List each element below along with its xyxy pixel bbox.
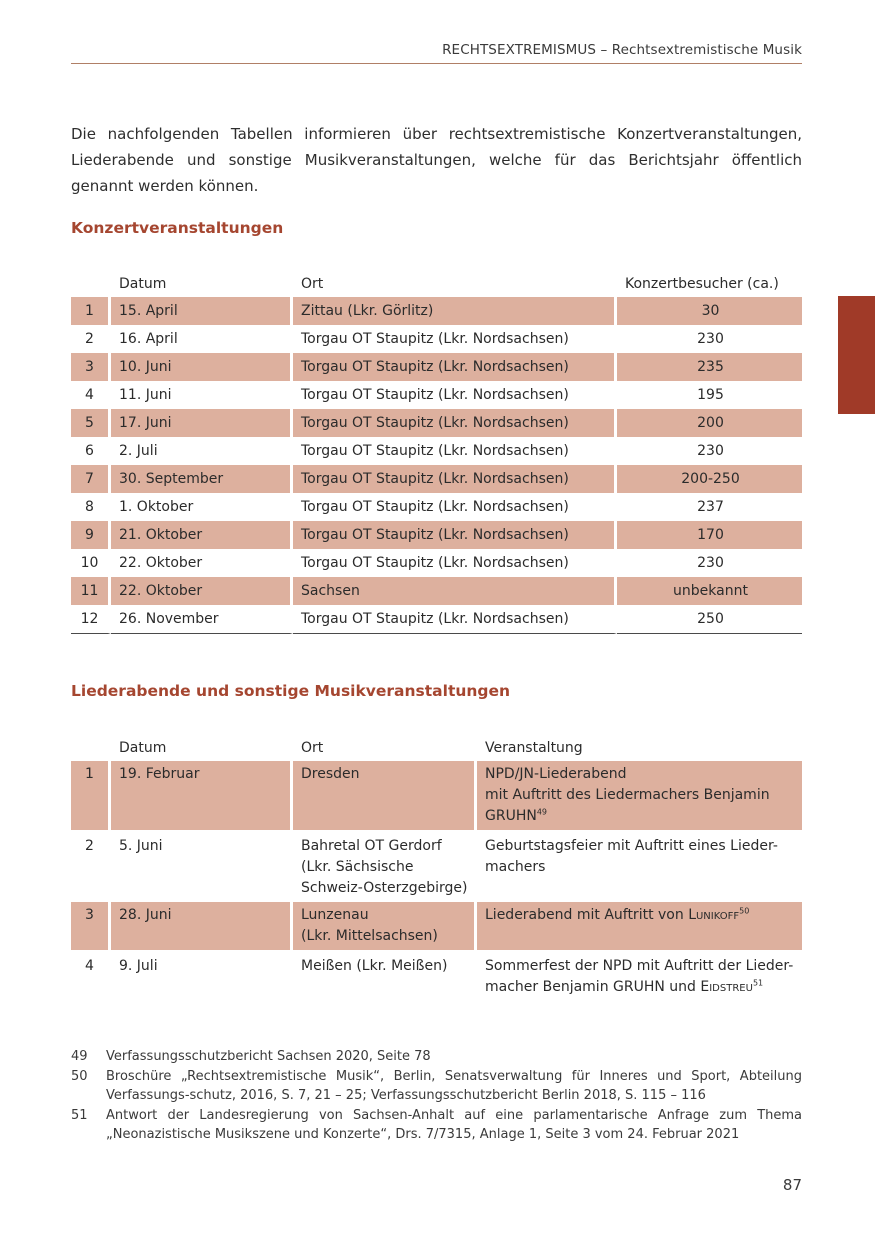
cell-datum: 16. April [111,325,293,353]
cell-veranstaltung [477,833,802,902]
row-number: 11 [71,577,111,605]
veranstaltung-text: machers [485,859,546,875]
cell-ort: Torgau OT Staupitz (Lkr. Nordsachsen) [293,493,617,521]
row-number: 1 [71,297,111,325]
cell-ort [293,902,477,953]
cell-besucher: 30 [617,297,802,325]
konzert-table-header [71,269,802,297]
cell-ort: Torgau OT Staupitz (Lkr. Nordsachsen) [293,381,617,409]
heading-konzertveranstaltungen: Konzertveranstaltungen [71,219,284,237]
table-row [71,549,802,577]
table-row [71,465,802,493]
chapter-tab-marker [838,296,875,414]
ort-line: Dresden [301,766,360,782]
cell-ort: Torgau OT Staupitz (Lkr. Nordsachsen) [293,521,617,549]
footnote-text: Antwort der Landesregierung von Sachsen-Anhalt auf eine parlamentarische Anfrage zum Thema „Neonazistische Musikszene und Konzerte“, Drs. 7/7315, Anlage 1, Seite 3 vom 24. Februar 2021 [106,1107,802,1142]
cell-veranstaltung [477,953,802,1001]
veranstaltung-text: GRUHN [485,808,537,824]
ort-line: Schweiz-Osterzgebirge) [301,880,468,896]
musician-name: Lunikoff [688,907,740,923]
cell-datum: 5. Juni [111,833,293,902]
row-number: 10 [71,549,111,577]
konzert-table [71,269,802,634]
cell-ort: Torgau OT Staupitz (Lkr. Nordsachsen) [293,409,617,437]
cell-datum: 28. Juni [111,902,293,953]
table-row [71,521,802,549]
footnotes [71,1047,802,1145]
cell-datum: 1. Oktober [111,493,293,521]
cell-besucher: 230 [697,331,724,347]
ort-line: (Lkr. Mittelsachsen) [301,928,438,944]
row-number: 2 [71,833,111,902]
row-number: 1 [71,761,111,833]
veranstaltung-text: Geburtstagsfeier mit Auftritt eines Lieder- [485,838,778,854]
cell-datum: 17. Juni [111,409,293,437]
table-row [71,325,802,353]
cell-datum: 2. Juli [111,437,293,465]
row-number: 9 [71,521,111,549]
heading-liederabende: Liederabende und sonstige Musikveranstaltungen [71,682,511,700]
running-head: RECHTSEXTREMISMUS – Rechtsextremistische Musik [71,42,802,64]
header-besucher: Konzertbesucher (ca.) [625,275,779,292]
cell-veranstaltung [477,902,802,953]
row-number: 3 [71,353,111,381]
table-row [71,833,802,902]
cell-besucher: 237 [697,499,724,515]
cell-veranstaltung [477,761,802,833]
cell-datum: 9. Juli [111,953,293,1001]
row-number: 12 [71,605,111,634]
page-number: 87 [782,1176,802,1194]
cell-datum: 11. Juni [111,381,293,409]
musician-name: Eidstreu [700,979,753,995]
cell-ort [293,953,477,1001]
header-ort: Ort [301,739,324,756]
cell-ort: Torgau OT Staupitz (Lkr. Nordsachsen) [293,549,617,577]
veranstaltung-line [485,836,796,857]
cell-datum: 22. Oktober [111,577,293,605]
ort-line: Bahretal OT Gerdorf [301,838,442,854]
table-row [71,953,802,1001]
veranstaltung-text: NPD/JN-Liederabend [485,766,627,782]
cell-ort: Torgau OT Staupitz (Lkr. Nordsachsen) [293,353,617,381]
cell-datum: 15. April [111,297,293,325]
table-row [71,437,802,465]
header-veranstaltung: Veranstaltung [485,739,583,756]
veranstaltung-text: Liederabend mit Auftritt von [485,907,684,923]
row-number: 7 [71,465,111,493]
table-row [71,381,802,409]
liederabende-table [71,733,802,1001]
cell-besucher: 230 [697,555,724,571]
liederabende-table-body [71,761,802,1001]
konzert-table-body [71,297,802,634]
cell-datum: 26. November [111,605,293,634]
veranstaltung-line [485,956,796,977]
header-ort: Ort [301,275,324,292]
footnote-text: Verfassungsschutzbericht Sachsen 2020, Seite 78 [106,1049,431,1064]
veranstaltung-line [485,785,796,806]
cell-besucher: 230 [697,443,724,459]
cell-ort: Torgau OT Staupitz (Lkr. Nordsachsen) [293,605,617,634]
ort-line: Meißen (Lkr. Meißen) [301,958,448,974]
cell-ort [293,761,477,833]
cell-datum: 30. September [111,465,293,493]
cell-besucher: 250 [617,605,802,634]
veranstaltung-line [485,857,796,878]
cell-ort: Torgau OT Staupitz (Lkr. Nordsachsen) [293,325,617,353]
table-row [71,409,802,437]
footnote-number: 50 [71,1068,88,1084]
row-number: 2 [71,325,111,353]
cell-datum: 19. Februar [111,761,293,833]
header-datum: Datum [119,275,167,292]
veranstaltung-line [485,977,796,998]
footnote [71,1047,802,1067]
row-number: 6 [71,437,111,465]
footnote [71,1067,802,1106]
footnote-number: 51 [71,1107,88,1123]
liederabende-table-header [71,733,802,761]
veranstaltung-line [485,905,796,926]
footnote-ref: 49 [536,807,548,817]
row-number: 3 [71,902,111,953]
intro-paragraph: Die nachfolgenden Tabellen informieren über rechtsextremistische Konzertveranstaltungen, Liederabende und sonstige Musikveranstaltungen, welche für das Berichtsjahr öffentlich genannt werden können. [71,125,802,195]
veranstaltung-line [485,806,796,827]
cell-besucher: unbekannt [617,577,802,605]
footnote-text: Broschüre „Rechtsextremistische Musik“, Berlin, Senatsverwaltung für Inneres und Sport, Abteilung Verfassungs-schutz, 2016, S. 7, 21 – 25; Verfassungsschutzbericht Berlin 2018, S. 115 – 116 [106,1068,802,1103]
table-row [71,297,802,325]
cell-datum: 10. Juni [111,353,293,381]
row-number: 4 [71,381,111,409]
cell-ort [293,833,477,902]
footnote-number: 49 [71,1049,88,1064]
cell-besucher: 170 [617,521,802,549]
table-row [71,577,802,605]
cell-ort: Torgau OT Staupitz (Lkr. Nordsachsen) [293,465,617,493]
table-row [71,605,802,634]
veranstaltung-text: Sommerfest der NPD mit Auftritt der Lieder- [485,958,794,974]
ort-line: Lunzenau [301,907,369,923]
cell-datum: 22. Oktober [111,549,293,577]
footnote-ref: 50 [739,906,750,916]
veranstaltung-text: mit Auftritt des Liedermachers Benjamin [485,787,770,803]
header-nr [71,269,111,297]
header-datum: Datum [119,739,167,756]
cell-ort: Torgau OT Staupitz (Lkr. Nordsachsen) [293,437,617,465]
footnote-ref: 51 [752,978,764,988]
header-nr [71,733,111,761]
row-number: 5 [71,409,111,437]
veranstaltung-text: macher Benjamin GRUHN und [485,979,696,995]
footnote [71,1106,802,1145]
ort-line: (Lkr. Sächsische [301,859,414,875]
cell-besucher: 200 [617,409,802,437]
table-row [71,902,802,953]
veranstaltung-line [485,764,796,785]
row-number: 8 [71,493,111,521]
cell-besucher: 200-250 [617,465,802,493]
cell-besucher: 195 [697,387,724,403]
cell-datum: 21. Oktober [111,521,293,549]
table-row [71,761,802,833]
cell-besucher: 235 [617,353,802,381]
table-row [71,493,802,521]
cell-ort: Sachsen [293,577,617,605]
cell-ort: Zittau (Lkr. Görlitz) [293,297,617,325]
table-row [71,353,802,381]
row-number: 4 [71,953,111,1001]
